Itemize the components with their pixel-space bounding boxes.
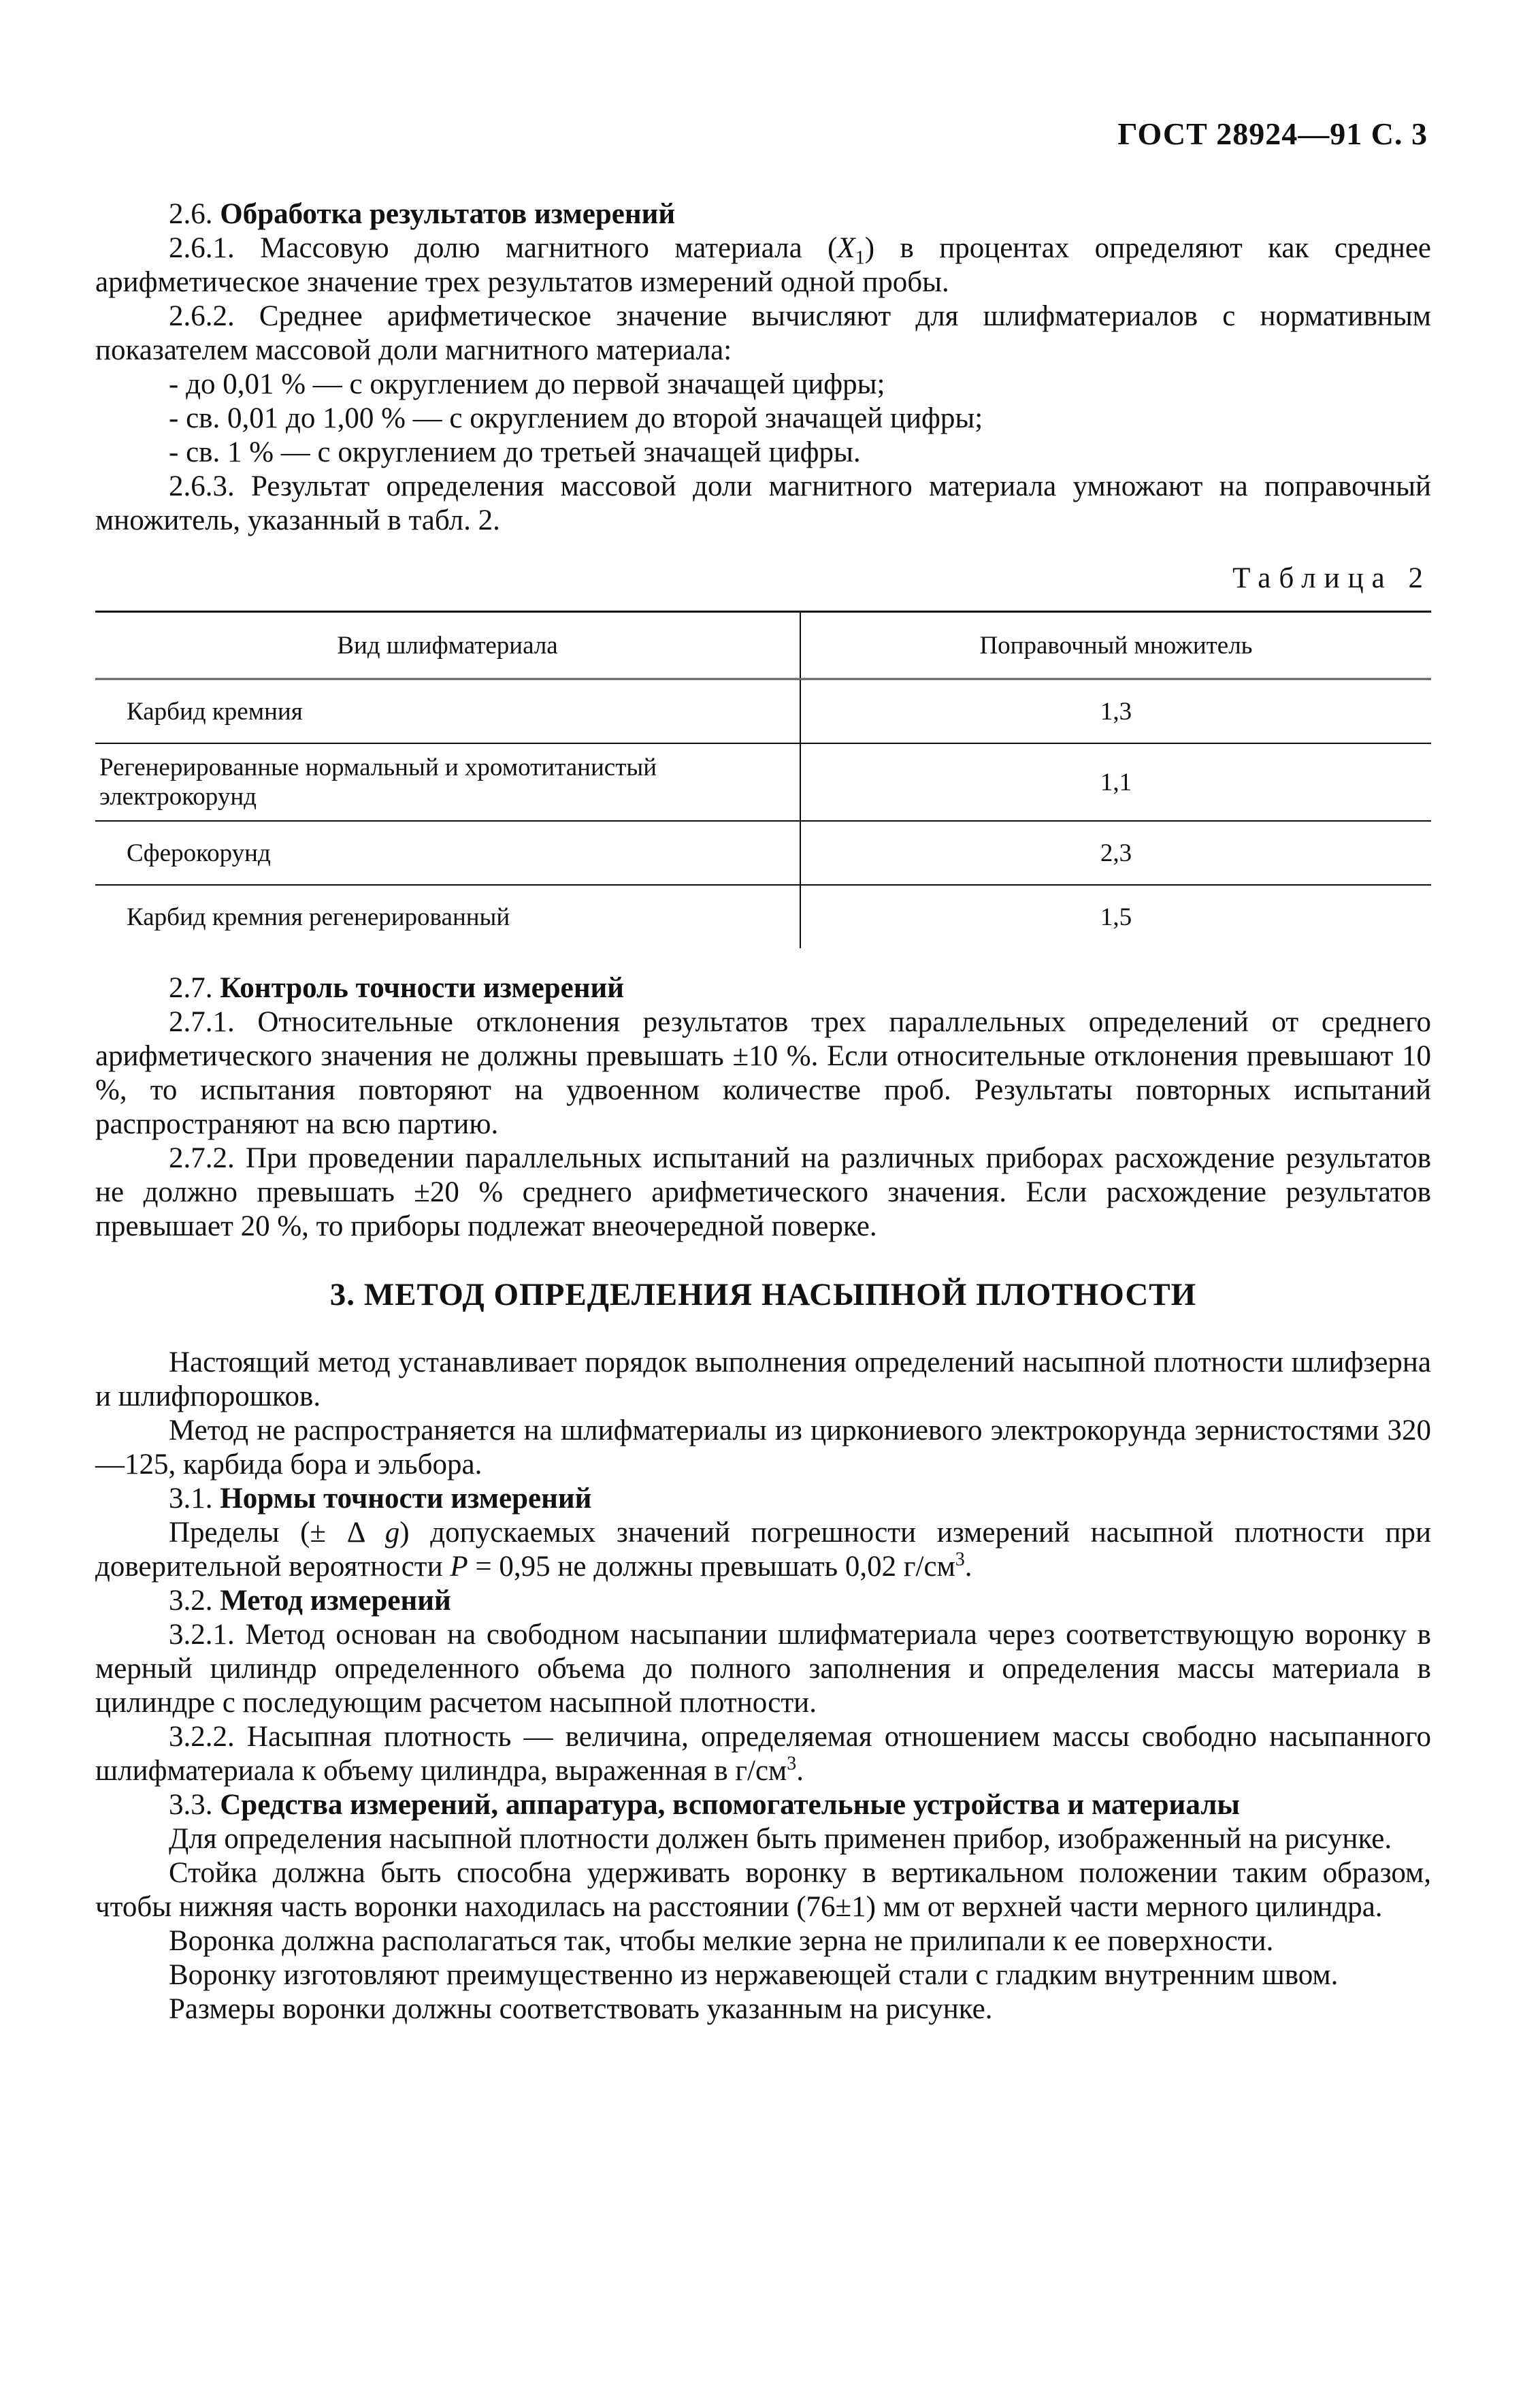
section-number: 2.7. bbox=[169, 972, 213, 1004]
column-header: Поправочный множитель bbox=[800, 612, 1431, 679]
section-title: Метод измерений bbox=[220, 1585, 451, 1617]
paragraph-3-3-b: Стойка должна быть способна удерживать воронку в вертикальном положении таким образом, чтобы нижняя часть воронки находилась на расстоянии (76±1) мм от верхней части мерного цилиндра. bbox=[95, 1857, 1431, 1923]
paragraph-3-2-1: 3.2.1. Метод основан на свободном насыпании шлифматериала через соответствующую воронку в мерный цилиндр определенного объема до полного заполнения и определения массы материала в цилиндре с последующим расчетом насыпной плотности. bbox=[95, 1619, 1431, 1719]
text: Пределы (± Δ bbox=[169, 1517, 385, 1549]
text: 2.6.1. Массовую долю магнитного материала ( bbox=[169, 232, 838, 264]
paragraph-intro-1: Настоящий метод устанавливает порядок выполнения определений насыпной плотности шлифзерна и шлифпорошков. bbox=[95, 1346, 1431, 1412]
page-header: ГОСТ 28924—91 С. 3 bbox=[1117, 116, 1428, 151]
table-row bbox=[95, 821, 1431, 885]
section-number: 3.2. bbox=[169, 1585, 213, 1617]
paragraph-3-3-a: Для определения насыпной плотности должен быть применен прибор, изображенный на рисунке. bbox=[169, 1823, 1392, 1855]
text: 3.2.2. Насыпная плотность — величина, определяемая отношением массы свободно насыпанного шлифматериала к объему цилиндра, выраженная в г/см bbox=[95, 1721, 1431, 1787]
variable: X bbox=[837, 232, 855, 264]
list-item: - св. 0,01 до 1,00 % — с округлением до второй значащей цифры; bbox=[169, 402, 983, 434]
section-title: Контроль точности измерений bbox=[220, 972, 625, 1004]
table-cell: 1,3 bbox=[800, 679, 1431, 744]
paragraph-intro-2: Метод не распространяется на шлифматериалы из циркониевого электрокорунда зернистостями 320—125, карбида бора и эльбора. bbox=[95, 1414, 1431, 1481]
table-row bbox=[95, 679, 1431, 744]
section-number: 3.3. bbox=[169, 1789, 213, 1821]
section-title: Средства измерений, аппаратура, вспомогательные устройства и материалы bbox=[220, 1789, 1240, 1821]
column-header: Вид шлифматериала bbox=[95, 612, 800, 679]
variable: P bbox=[450, 1551, 468, 1583]
text: . bbox=[796, 1755, 804, 1787]
section-title: Обработка результатов измерений bbox=[220, 198, 676, 230]
paragraph-3-3-e: Размеры воронки должны соответствовать указанным на рисунке. bbox=[169, 1993, 993, 2025]
paragraph-2-7-2: 2.7.2. При проведении параллельных испытаний на различных приборах расхождение результатов не должно превышать ±20 % среднего арифметического значения. Если расхождение результатов превышает 20 %, то приборы подлежат внеочередной поверке. bbox=[95, 1142, 1431, 1242]
heading-2-6 bbox=[95, 197, 1431, 231]
table-cell: Карбид кремния bbox=[95, 679, 800, 744]
heading-2-7 bbox=[95, 971, 1431, 1005]
table-cell: Карбид кремния регенерированный bbox=[95, 885, 800, 948]
paragraph-3-3-d: Воронку изготовляют преимущественно из нержавеющей стали с гладким внутренним швом. bbox=[169, 1959, 1339, 1991]
table-header-row bbox=[95, 612, 1431, 679]
table-2 bbox=[95, 611, 1431, 948]
table-cell: 1,1 bbox=[800, 743, 1431, 821]
list-item: - св. 1 % — с округлением до третьей значащей цифры. bbox=[169, 436, 861, 468]
table-cell: Регенерированные нормальный и хромотитанистый электрокорунд bbox=[95, 743, 800, 821]
section-number: 3.1. bbox=[169, 1483, 213, 1515]
subscript: 1 bbox=[855, 247, 865, 269]
document-body bbox=[95, 197, 1431, 2026]
text: ) в процентах определяют как среднее арифметическое значение трех результатов измерений одной пробы. bbox=[95, 232, 1431, 298]
superscript: 3 bbox=[787, 1753, 797, 1775]
heading-3-2 bbox=[95, 1584, 1431, 1618]
paragraph-2-6-3: 2.6.3. Результат определения массовой доли магнитного материала умножают на поправочный множитель, указанный в табл. 2. bbox=[95, 470, 1431, 536]
table-cell: 2,3 bbox=[800, 821, 1431, 885]
table-row bbox=[95, 885, 1431, 948]
superscript: 3 bbox=[955, 1549, 965, 1570]
text: ) допускаемых значений погрешности измерений насыпной плотности при доверительной вероятности bbox=[95, 1517, 1431, 1583]
text: . bbox=[964, 1551, 972, 1583]
table-row bbox=[95, 743, 1431, 821]
table-caption: Таблица 2 bbox=[1232, 562, 1431, 594]
list-item: - до 0,01 % — с округлением до первой значащей цифры; bbox=[169, 368, 885, 400]
paragraph-3-2-2 bbox=[95, 1720, 1431, 1788]
table-cell: 1,5 bbox=[1100, 903, 1132, 931]
text: = 0,95 не должны превышать 0,02 г/см bbox=[468, 1551, 955, 1583]
paragraph-3-3-c: Воронка должна располагаться так, чтобы мелкие зерна не прилипали к ее поверхности. bbox=[169, 1925, 1274, 1957]
paragraph-2-6-2: 2.6.2. Среднее арифметическое значение вычисляют для шлифматериалов с нормативным показателем массовой доли магнитного материала: bbox=[95, 300, 1431, 366]
variable: g bbox=[384, 1517, 400, 1549]
section-title: Нормы точности измерений bbox=[220, 1483, 592, 1515]
section-3-title: 3. МЕТОД ОПРЕДЕЛЕНИЯ НАСЫПНОЙ ПЛОТНОСТИ bbox=[329, 1277, 1197, 1312]
heading-3-3 bbox=[95, 1788, 1431, 1822]
section-number: 2.6. bbox=[169, 198, 213, 230]
heading-3-1 bbox=[95, 1482, 1431, 1516]
paragraph-2-7-1: 2.7.1. Относительные отклонения результатов трех параллельных определений от среднего арифметического значения не должны превышать ±10 %. Если относительные отклонения превышают 10 %, то испытания повторяют на удвоенном количестве проб. Результаты повторных испытаний распространяют на всю партию. bbox=[95, 1006, 1431, 1140]
paragraph-3-1 bbox=[95, 1516, 1431, 1584]
paragraph-2-6-1 bbox=[95, 231, 1431, 300]
table-cell: Сферокорунд bbox=[95, 821, 800, 885]
